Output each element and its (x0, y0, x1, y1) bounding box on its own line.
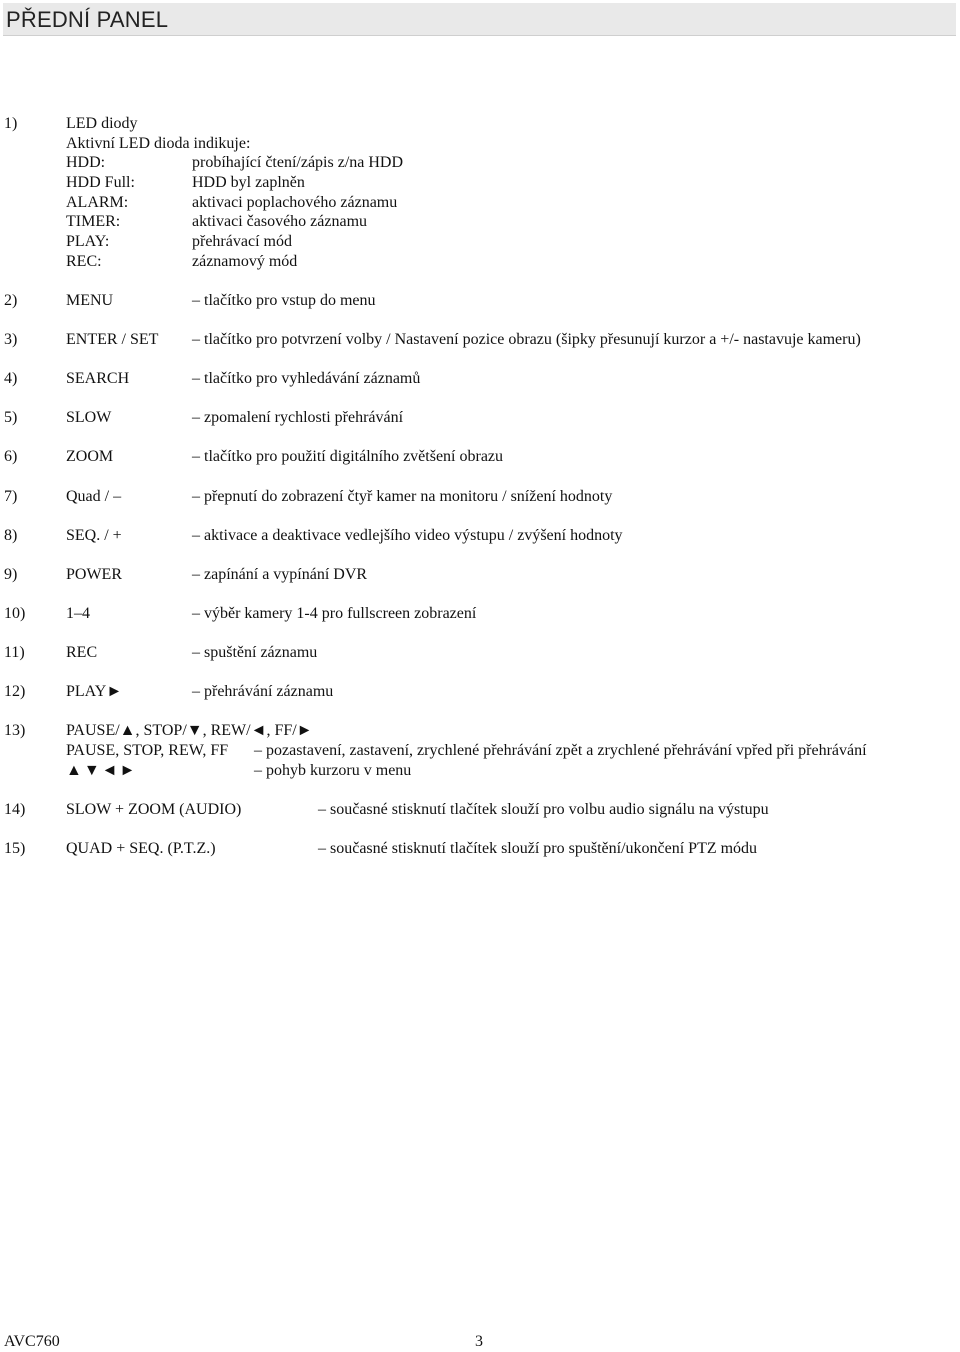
led-label: TIMER: (66, 213, 121, 230)
item-name: ENTER / SET (66, 331, 159, 348)
item-number: 7) (4, 488, 18, 505)
item-desc: – současné stisknutí tlačítek slouží pro volbu audio signálu na výstupu (318, 801, 769, 818)
item-name: MENU (66, 292, 114, 309)
item-desc: – zpomalení rychlosti přehrávání (192, 409, 404, 426)
led-desc: aktivaci časového záznamu (192, 213, 368, 230)
led-desc: probíhající čtení/zápis z/na HDD (192, 154, 404, 171)
led-desc: aktivaci poplachového záznamu (192, 194, 398, 211)
item-number: 6) (4, 448, 18, 465)
item-desc: – přepnutí do zobrazení čtyř kamer na monitoru / snížení hodnoty (192, 488, 613, 505)
item-desc: – přehrávání záznamu (192, 683, 334, 700)
item-number: 12) (4, 683, 26, 700)
item-desc: – tlačítko pro vstup do menu (192, 292, 376, 309)
header-bar (3, 3, 956, 36)
led-label: ALARM: (66, 194, 129, 211)
item-name: PLAY► (66, 683, 123, 700)
led-label: REC: (66, 253, 102, 270)
item-sublabel: PAUSE, STOP, REW, FF (66, 742, 229, 759)
item-desc: – tlačítko pro vyhledávání záznamů (192, 370, 421, 387)
item-name: LED diody (66, 115, 138, 132)
item-number: 10) (4, 605, 26, 622)
item-number: 11) (4, 644, 25, 661)
item-name: PAUSE/▲, STOP/▼, REW/◄, FF/► (66, 722, 313, 739)
item-name: QUAD + SEQ. (P.T.Z.) (66, 840, 216, 857)
item-desc: – pozastavení, zastavení, zrychlené přehrávání zpět a zrychlené přehrávání vpřed při přehrávání (254, 742, 867, 759)
item-desc: – tlačítko pro potvrzení volby / Nastavení pozice obrazu (šipky přesunují kurzor a +/- nastavuje kameru) (192, 331, 861, 348)
led-label: PLAY: (66, 233, 110, 250)
item-number: 5) (4, 409, 18, 426)
led-intro: Aktivní LED dioda indikuje: (66, 135, 251, 152)
arrow-keys-label: ▲▼◄► (66, 762, 138, 779)
item-number: 9) (4, 566, 18, 583)
item-desc: – tlačítko pro použití digitálního zvětšení obrazu (192, 448, 504, 465)
footer-model: AVC760 (4, 1333, 60, 1350)
item-name: 1–4 (66, 605, 90, 622)
item-name: POWER (66, 566, 122, 583)
item-number: 14) (4, 801, 26, 818)
item-number: 8) (4, 527, 18, 544)
item-name: Quad / – (66, 488, 122, 505)
led-label: HDD Full: (66, 174, 135, 191)
item-desc: – zapínání a vypínání DVR (192, 566, 368, 583)
page-number: 3 (475, 1333, 483, 1350)
item-desc: – současné stisknutí tlačítek slouží pro spuštění/ukončení PTZ módu (318, 840, 758, 857)
item-name: ZOOM (66, 448, 114, 465)
item-number: 13) (4, 722, 26, 739)
item-name: SEARCH (66, 370, 130, 387)
item-number: 3) (4, 331, 18, 348)
item-desc: – aktivace a deaktivace vedlejšího video výstupu / zvýšení hodnoty (192, 527, 623, 544)
item-name: SLOW + ZOOM (AUDIO) (66, 801, 242, 818)
led-desc: HDD byl zaplněn (192, 174, 305, 191)
led-label: HDD: (66, 154, 106, 171)
led-desc: přehrávací mód (192, 233, 292, 250)
item-desc: – spuštění záznamu (192, 644, 318, 661)
item-name: SLOW (66, 409, 112, 426)
item-name: SEQ. / + (66, 527, 122, 544)
led-desc: záznamový mód (192, 253, 298, 270)
item-desc: – pohyb kurzoru v menu (254, 762, 412, 779)
item-number: 15) (4, 840, 26, 857)
item-number: 2) (4, 292, 18, 309)
item-number: 1) (4, 115, 18, 132)
item-number: 4) (4, 370, 18, 387)
page-title: PŘEDNÍ PANEL (6, 7, 169, 32)
item-name: REC (66, 644, 98, 661)
item-desc: – výběr kamery 1-4 pro fullscreen zobrazení (192, 605, 477, 622)
